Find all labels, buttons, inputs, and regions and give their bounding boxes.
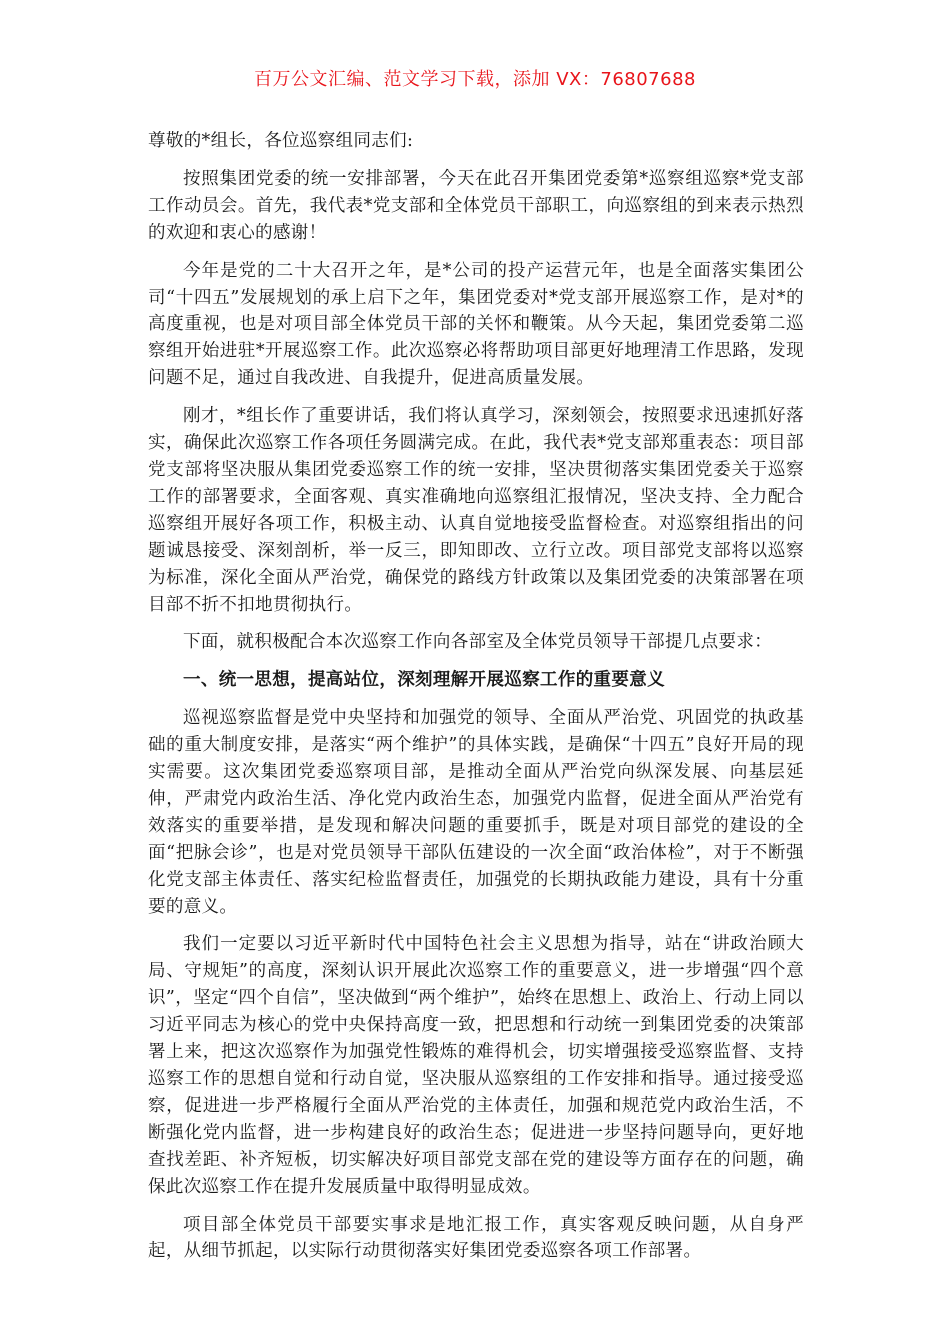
watermark-banner: 百万公文汇编、范文学习下载，添加 VX：76807688 — [254, 69, 696, 90]
paragraph-3: 刚才，*组长作了重要讲话，我们将认真学习，深刻领会，按照要求迅速抓好落实，确保此次巡察工作各项任务圆满完成。在此，我代表*党支部郑重表态：项目部党支部将坚决服从集团党委巡察工作的统一安排，坚决贯彻落实集团党委关于巡察工作的部署要求，全面客观、真实准确地向巡察组汇报情况，坚决支持、全力配合巡察组开展好各项工作，积极主动、认真自觉地接受监督检查。对巡察组指出的问题诚恳接受、深刻剖析，举一反三，即知即改、立行立改。项目部党支部将以巡察为标准，深化全面从严治党，确保党的路线方针政策以及集团党委的决策部署在项目部不折不扣地贯彻执行。 — [148, 406, 804, 615]
document-body — [148, 128, 804, 1276]
section-paragraph-2: 我们一定要以习近平新时代中国特色社会主义思想为指导，站在“讲政治顾大局、守规矩”的高度，深刻认识开展此次巡察工作的重要意义，进一步增强“四个意识”，坚定“四个自信”，坚决做到“两个维护”，始终在思想上、政治上、行动上同以习近平同志为核心的党中央保持高度一致，把思想和行动统一到集团党委的决策部署上来，把这次巡察作为加强党性锻炼的难得机会，切实增强接受巡察监督、支持巡察工作的思想自觉和行动自觉，坚决服从巡察组的工作安排和指导。通过接受巡察，促进进一步严格履行全面从严治党的主体责任，加强和规范党内政治生活，不断强化党内监督，进一步构建良好的政治生态；促进进一步坚持问题导向，更好地查找差距、补齐短板，切实解决好项目部党支部在党的建设等方面存在的问题，确保此次巡察工作在提升发展质量中取得明显成效。 — [148, 934, 804, 1197]
paragraph-1: 按照集团党委的统一安排部署，今天在此召开集团党委第*巡察组巡察*党支部工作动员会。首先，我代表*党支部和全体党员干部职工，向巡察组的到来表示热烈的欢迎和衷心的感谢！ — [148, 168, 804, 243]
section-paragraph-3: 项目部全体党员干部要实事求是地汇报工作，真实客观反映问题，从自身严起，从细节抓起，以实际行动贯彻落实好集团党委巡察各项工作部署。 — [148, 1214, 804, 1262]
paragraph-4: 下面，就积极配合本次巡察工作向各部室及全体党员领导干部提几点要求： — [183, 632, 773, 653]
section-heading-1: 一、统一思想，提高站位，深刻理解开展巡察工作的重要意义 — [183, 670, 665, 691]
section-paragraph-1: 巡视巡察监督是党中央坚持和加强党的领导、全面从严治党、巩固党的执政基础的重大制度安排，是落实“两个维护”的具体实践，是确保“十四五”良好开局的现实需要。这次集团党委巡察项目部，是推动全面从严治党向纵深发展、向基层延伸，严肃党内政治生活、净化党内政治生态，加强党内监督，促进全面从严治党有效落实的重要举措，是发现和解决问题的重要抓手，既是对项目部党的建设的全面“把脉会诊”，也是对党员领导干部队伍建设的一次全面“政治体检”，对于不断强化党支部主体责任、落实纪检监督责任，加强党的长期执政能力建设，具有十分重要的意义。 — [148, 708, 804, 917]
salutation: 尊敬的*组长，各位巡察组同志们: — [148, 131, 414, 151]
paragraph-2: 今年是党的二十大召开之年，是*公司的投产运营元年，也是全面落实集团公司“十四五”发展规划的承上启下之年，集团党委对*党支部开展巡察工作，是对*的高度重视，也是对项目部全体党员干部的关怀和鞭策。从今天起，集团党委第二巡察组开始进驻*开展巡察工作。此次巡察必将帮助项目部更好地理清工作思路，发现问题不足，通过自我改进、自我提升，促进高质量发展。 — [148, 260, 804, 389]
